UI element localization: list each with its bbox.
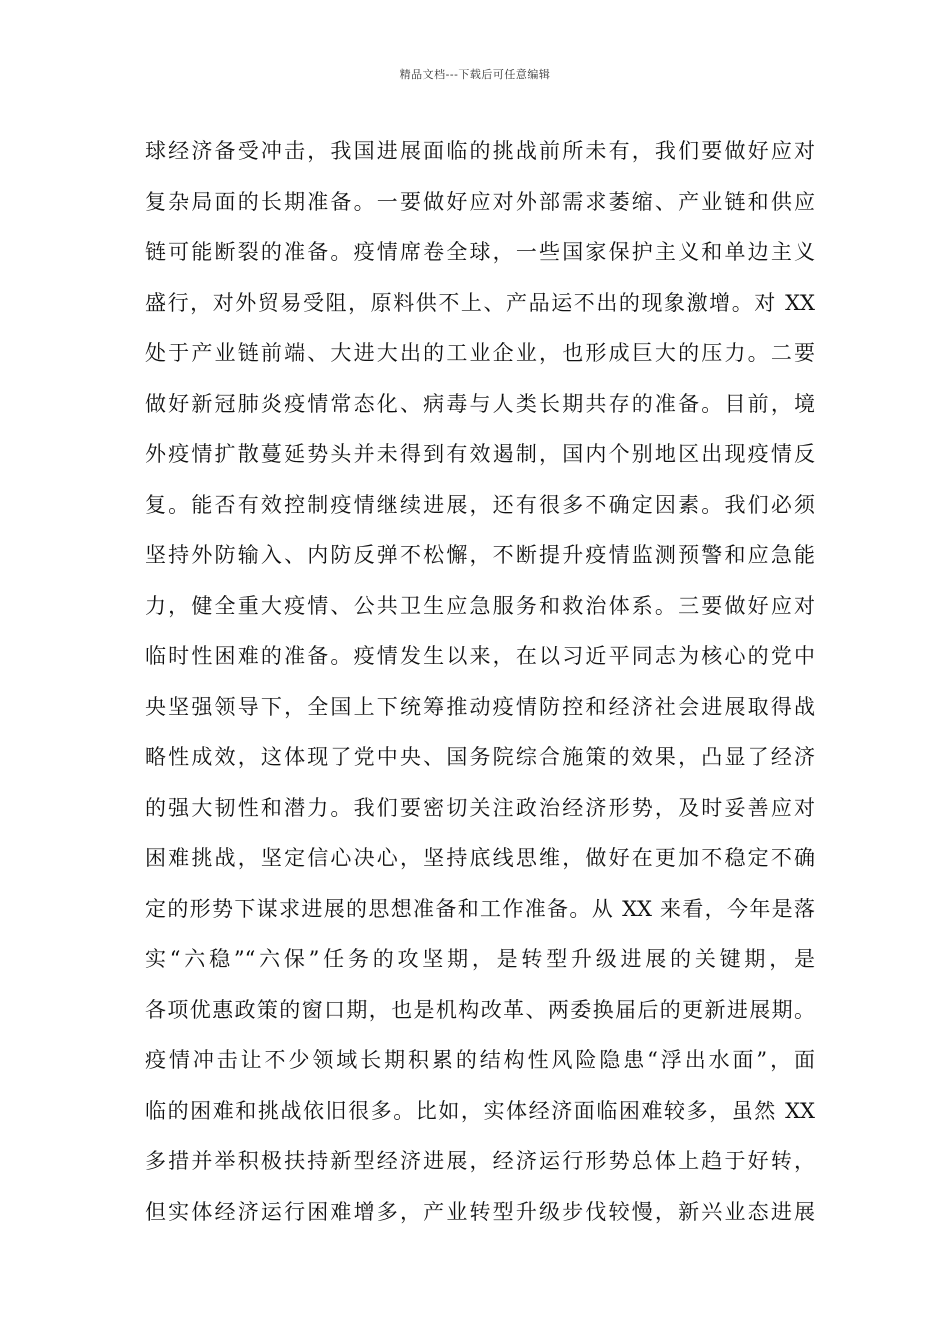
page-header: 精品文档---下载后可任意编辑 [399, 68, 551, 81]
text-line: 坚持外防输入、内防反弹不松懈，不断提升疫情监测预警和应急能 [145, 543, 815, 567]
text-line: 定的形势下谋求进展的思想准备和工作准备。从 XX 来看，今年是落 [145, 896, 815, 921]
text-line: 困难挑战，坚定信心决心，坚持底线思维，做好在更加不稳定不确 [145, 846, 815, 870]
text-line: 球经济备受冲击，我国进展面临的挑战前所未有，我们要做好应对 [145, 139, 815, 163]
text-line: 盛行，对外贸易受阻，原料供不上、产品运不出的现象激增。对 XX [145, 290, 815, 315]
text-line: 多措并举积极扶持新型经济进展，经济运行形势总体上趋于好转， [145, 1149, 815, 1173]
text-line: 临的困难和挑战依旧很多。比如，实体经济面临困难较多，虽然 XX [145, 1098, 815, 1123]
text-line: 做好新冠肺炎疫情常态化、病毒与人类长期共存的准备。目前，境 [145, 391, 815, 416]
text-line: 处于产业链前端、大进大出的工业企业，也形成巨大的压力。二要 [145, 341, 815, 365]
text-line: 疫情冲击让不少领域长期积累的结构性风险隐患“浮出水面”，面 [145, 1048, 815, 1072]
text-line: 实“六稳”“六保”任务的攻坚期，是转型升级进展的关键期，是 [145, 947, 815, 971]
text-line: 复。能否有效控制疫情继续进展，还有很多不确定因素。我们必须 [145, 492, 815, 517]
text-line: 链可能断裂的准备。疫情席卷全球，一些国家保护主义和单边主义 [145, 240, 815, 264]
body-text [145, 131, 815, 1242]
text-line: 略性成效，这体现了党中央、国务院综合施策的效果，凸显了经济 [145, 745, 815, 769]
text-line: 但实体经济运行困难增多，产业转型升级步伐较慢，新兴业态进展 [145, 1199, 815, 1224]
text-line: 各项优惠政策的窗口期，也是机构改革、两委换届后的更新进展期。 [145, 997, 815, 1022]
text-line: 外疫情扩散蔓延势头并未得到有效遏制，国内个别地区出现疫情反 [145, 442, 815, 466]
text-line: 央坚强领导下，全国上下统筹推动疫情防控和经济社会进展取得战 [145, 694, 815, 719]
text-line: 临时性困难的准备。疫情发生以来，在以习近平同志为核心的党中 [145, 644, 815, 668]
text-line: 的强大韧性和潜力。我们要密切关注政治经济形势，及时妥善应对 [145, 795, 815, 820]
text-line: 复杂局面的长期准备。一要做好应对外部需求萎缩、产业链和供应 [145, 189, 815, 214]
text-line: 力，健全重大疫情、公共卫生应急服务和救治体系。三要做好应对 [145, 593, 815, 618]
